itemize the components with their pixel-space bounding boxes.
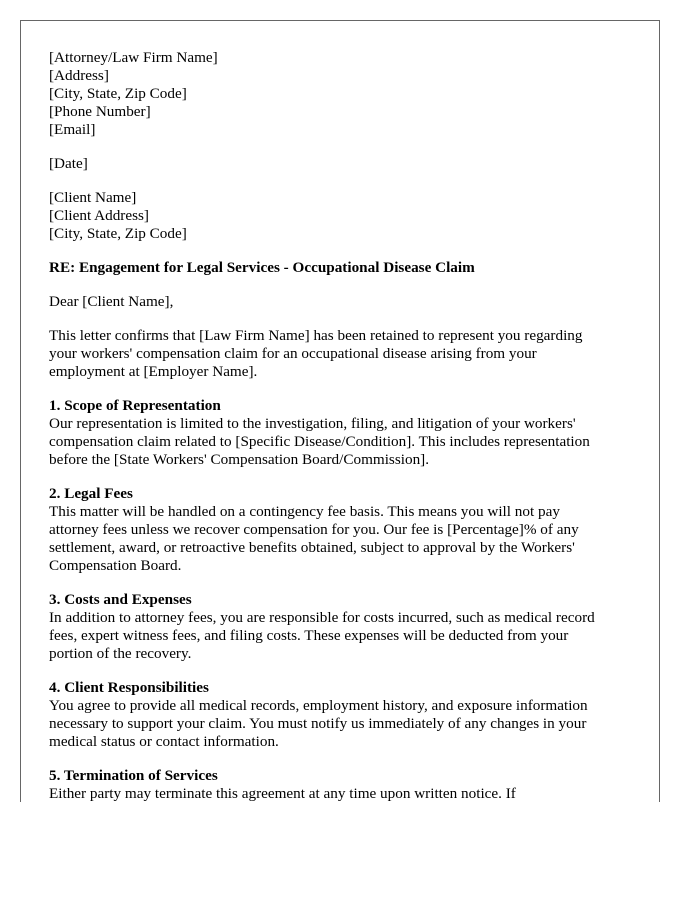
sender-name: [Attorney/Law Firm Name]: [49, 49, 218, 66]
section-line: compensation claim related to [Specific Disease/Condition]. This includes representation: [49, 433, 590, 450]
salutation-block: [49, 293, 639, 311]
section-line: You agree to provide all medical records, employment history, and exposure information: [49, 697, 588, 714]
section-legal-fees: [49, 485, 639, 575]
intro-line: your workers' compensation claim for an occupational disease arising from your: [49, 345, 537, 362]
intro-line: employment at [Employer Name].: [49, 363, 258, 380]
letter-page: [20, 20, 660, 802]
letter-content: [49, 49, 639, 802]
section-line: medical status or contact information.: [49, 733, 279, 750]
section-costs-expenses: [49, 591, 639, 663]
subject-block: [49, 259, 639, 277]
section-line: Either party may terminate this agreement at any time upon written notice. If: [49, 785, 516, 802]
intro-line: This letter confirms that [Law Firm Name] has been retained to represent you regarding: [49, 327, 583, 344]
sender-phone: [Phone Number]: [49, 103, 151, 120]
sender-address: [Address]: [49, 67, 109, 84]
section-line: In addition to attorney fees, you are responsible for costs incurred, such as medical record: [49, 609, 595, 626]
salutation: Dear [Client Name],: [49, 293, 174, 310]
recipient-address: [Client Address]: [49, 207, 149, 224]
section-line: settlement, award, or retroactive benefits obtained, subject to approval by the Workers': [49, 539, 575, 556]
section-heading: 4. Client Responsibilities: [49, 679, 209, 696]
sender-email: [Email]: [49, 121, 96, 138]
section-line: portion of the recovery.: [49, 645, 192, 662]
section-heading: 2. Legal Fees: [49, 485, 133, 502]
section-line: before the [State Workers' Compensation Board/Commission].: [49, 451, 430, 468]
section-line: fees, expert witness fees, and filing costs. These expenses will be deducted from your: [49, 627, 569, 644]
section-heading: 3. Costs and Expenses: [49, 591, 192, 608]
letter-date: [Date]: [49, 155, 88, 172]
recipient-name: [Client Name]: [49, 189, 137, 206]
recipient-block: [49, 189, 639, 243]
subject-line: RE: Engagement for Legal Services - Occupational Disease Claim: [49, 259, 475, 276]
intro-paragraph: [49, 327, 639, 381]
section-termination: [49, 767, 639, 802]
section-line: Compensation Board.: [49, 557, 182, 574]
date-block: [49, 155, 639, 173]
sender-block: [49, 49, 639, 139]
sender-city-state-zip: [City, State, Zip Code]: [49, 85, 187, 102]
section-heading: 5. Termination of Services: [49, 767, 218, 784]
section-line: attorney fees unless we recover compensation for you. Our fee is [Percentage]% of any: [49, 521, 579, 538]
section-client-responsibilities: [49, 679, 639, 751]
section-scope: [49, 397, 639, 469]
section-line: This matter will be handled on a contingency fee basis. This means you will not pay: [49, 503, 560, 520]
recipient-city-state-zip: [City, State, Zip Code]: [49, 225, 187, 242]
section-line: Our representation is limited to the investigation, filing, and litigation of your workers': [49, 415, 576, 432]
section-line: necessary to support your claim. You must notify us immediately of any changes in your: [49, 715, 587, 732]
section-heading: 1. Scope of Representation: [49, 397, 221, 414]
